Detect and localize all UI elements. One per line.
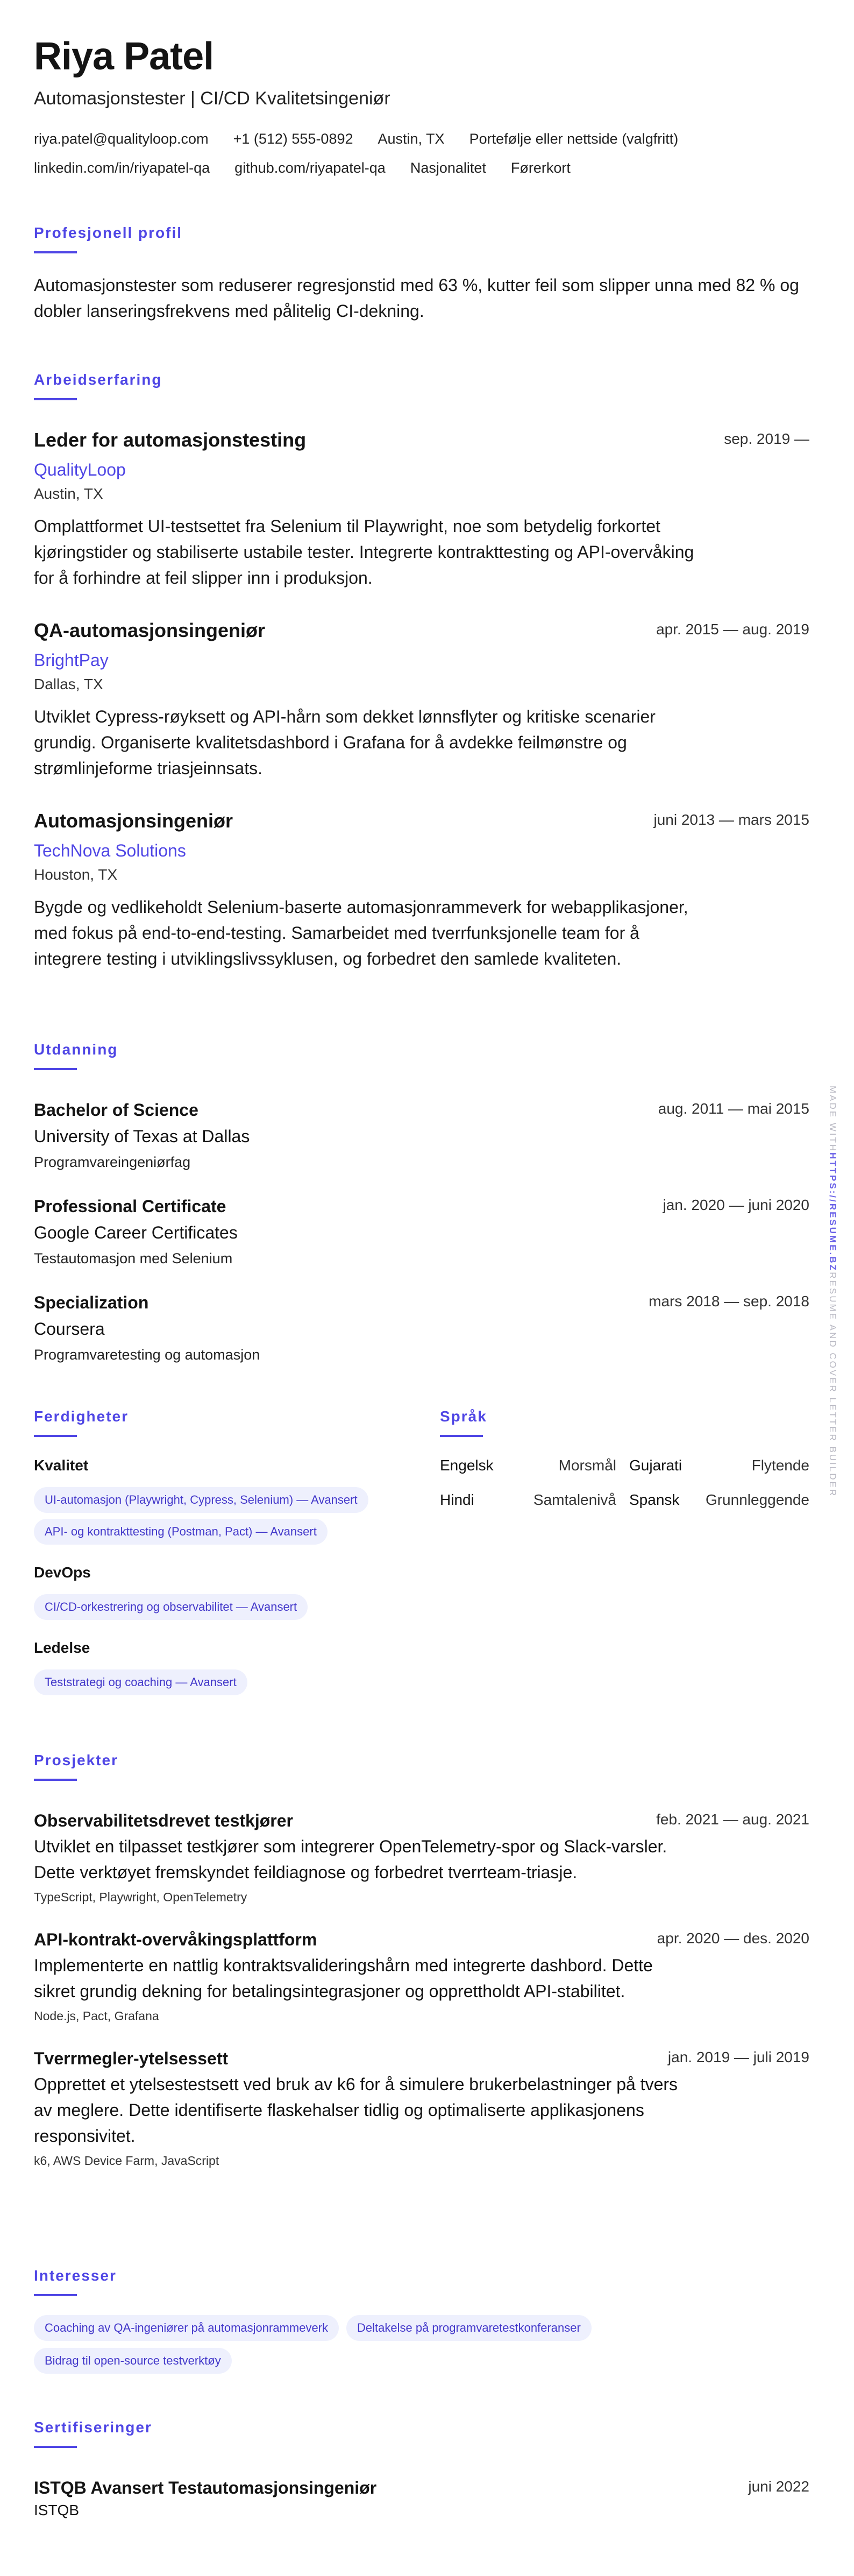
school: University of Texas at Dallas (34, 1127, 250, 1146)
field-of-study: Programvareingeniørfag (34, 1154, 191, 1170)
language-level: Flytende (751, 1457, 809, 1474)
skill-group (34, 1637, 406, 1695)
project-title: Observabilitetsdrevet testkjører (34, 1811, 293, 1830)
contact-row (34, 128, 809, 150)
education-entry (34, 1194, 809, 1269)
certification-issuer: ISTQB (34, 2502, 80, 2518)
language-name: Spansk (629, 1491, 680, 1508)
profile-section (34, 223, 809, 324)
section-heading: Språk (440, 1408, 487, 1425)
school: Coursera (34, 1319, 105, 1339)
skills-section (34, 1407, 406, 1695)
skill-group-title: DevOps (34, 1564, 91, 1581)
skill-group (34, 1455, 406, 1545)
contact-portfolio[interactable]: Portefølje eller nettside (valgfritt) (469, 131, 679, 147)
job-title: QA-automasjonsingeniør (34, 619, 266, 641)
heading-underline (34, 398, 77, 400)
education-date: mars 2018 — sep. 2018 (649, 1293, 809, 1310)
project-tech: TypeScript, Playwright, OpenTelemetry (34, 1890, 247, 1904)
section-heading: Profesjonell profil (34, 224, 183, 241)
job-location: Houston, TX (34, 866, 118, 883)
contact-phone[interactable]: +1 (512) 555-0892 (233, 131, 353, 147)
education-entry (34, 1291, 809, 1365)
education-date: jan. 2020 — juni 2020 (663, 1197, 809, 1213)
job-entry (34, 809, 809, 972)
degree: Bachelor of Science (34, 1100, 198, 1120)
job-company: QualityLoop (34, 460, 126, 479)
language-item (440, 1455, 616, 1476)
language-name: Hindi (440, 1491, 474, 1508)
skill-chip: Teststrategi og coaching — Avansert (34, 1669, 247, 1695)
job-description: Utviklet Cypress-røyksett og API-hårn som dekket lønnsflyter og kritiske scenarier grundig. Organiserte kvalitetsdashbord i Grafana for å avdekke feilmønstre og strømlinjeforme triasjeinnsats. (34, 707, 656, 778)
interest-chip: Coaching av QA-ingeniører på automasjonrammeverk (34, 2315, 339, 2341)
job-date: sep. 2019 — (724, 430, 809, 447)
language-level: Samtalenivå (533, 1491, 616, 1508)
certification-entry (34, 2476, 809, 2521)
certification-title: ISTQB Avansert Testautomasjonsingeniør (34, 2478, 377, 2497)
projects-section (34, 1751, 809, 2170)
section-heading: Interesser (34, 2267, 117, 2284)
job-description: Bygde og vedlikeholdt Selenium-baserte automasjonrammeverk for webapplikasjoner, med fokus på end-to-end-testing. Samarbeidet med tverrfunksjonelle team for å integrere testing i utviklingslivssyklusen, og forbedret den samlede kvaliteten. (34, 897, 688, 968)
interest-chip: Deltakelse på programvaretestkonferanser (346, 2315, 592, 2341)
contact-email[interactable]: riya.patel@qualityloop.com (34, 131, 209, 147)
project-title: Tverrmegler-ytelsessett (34, 2049, 229, 2068)
skill-group-title: Kvalitet (34, 1457, 89, 1474)
watermark-link[interactable]: HTTPS://RESUME.BZ (828, 1152, 838, 1272)
certifications-section (34, 2418, 809, 2521)
contact-row (34, 157, 809, 179)
contact-linkedin[interactable]: linkedin.com/in/riyapatel-qa (34, 160, 210, 176)
watermark-prefix: MADE WITH (828, 1086, 838, 1153)
heading-underline (34, 251, 77, 253)
language-item (629, 1455, 809, 1476)
heading-underline (34, 2294, 77, 2296)
candidate-name: Riya Patel (34, 35, 214, 78)
heading-underline (34, 2446, 77, 2448)
project-title: API-kontrakt-overvåkingsplattform (34, 1930, 317, 1949)
experience-section (34, 370, 809, 972)
language-level: Grunnleggende (705, 1491, 809, 1508)
job-title: Leder for automasjonstesting (34, 429, 307, 451)
project-description: Opprettet et ytelsestestsett ved bruk av k6 for å simulere brukerbelastninger på tvers av meglere. Dette identifiserte flaskehalser tidlig og optimaliserte applikasjonens responsivitet. (34, 2075, 678, 2146)
education-date: aug. 2011 — mai 2015 (658, 1100, 809, 1117)
watermark (827, 1086, 838, 1497)
section-heading: Sertifiseringer (34, 2419, 152, 2436)
project-tech: Node.js, Pact, Grafana (34, 2009, 159, 2023)
skill-chip: API- og kontrakttesting (Postman, Pact) — Avansert (34, 1519, 328, 1545)
project-entry (34, 2047, 809, 2170)
project-tech: k6, AWS Device Farm, JavaScript (34, 2154, 219, 2168)
degree: Professional Certificate (34, 1197, 226, 1216)
job-description: Omplattformet UI-testsettet fra Selenium til Playwright, noe som betydelig forkortet kjøringstider og stabiliserte ustabile tester. Integrerte kontrakttesting og API-overvåking for å forhindre at feil slipper inn i produksjon. (34, 516, 694, 588)
heading-underline (34, 1779, 77, 1781)
contact-github[interactable]: github.com/riyapatel-qa (234, 160, 386, 176)
heading-underline (34, 1068, 77, 1070)
skill-chip: UI-automasjon (Playwright, Cypress, Selenium) — Avansert (34, 1487, 368, 1513)
language-item (440, 1489, 616, 1511)
contact-nationality: Nasjonalitet (410, 160, 486, 176)
education-section (34, 1040, 809, 1365)
profile-text: Automasjonstester som reduserer regresjonstid med 63 %, kutter feil som slipper unna med 82 % og dobler lanseringsfrekvens med pålitelig CI-dekning. (34, 275, 799, 321)
job-location: Austin, TX (34, 485, 103, 502)
language-name: Engelsk (440, 1457, 494, 1474)
field-of-study: Programvaretesting og automasjon (34, 1347, 260, 1363)
project-entry (34, 1809, 809, 1906)
contact-license: Førerkort (510, 160, 571, 176)
section-heading: Utdanning (34, 1041, 118, 1058)
skill-chip: CI/CD-orkestrering og observabilitet — Avansert (34, 1594, 308, 1620)
skill-group-title: Ledelse (34, 1639, 90, 1656)
languages-section (440, 1407, 809, 1695)
job-entry (34, 428, 809, 591)
language-level: Morsmål (558, 1457, 616, 1474)
school: Google Career Certificates (34, 1223, 238, 1242)
job-entry (34, 619, 809, 781)
project-date: feb. 2021 — aug. 2021 (656, 1811, 809, 1828)
heading-underline (440, 1435, 483, 1437)
job-company: TechNova Solutions (34, 841, 186, 860)
interests-section (34, 2266, 809, 2374)
section-heading: Ferdigheter (34, 1408, 129, 1425)
interest-chip: Bidrag til open-source testverktøy (34, 2348, 232, 2374)
project-entry (34, 1928, 809, 2025)
job-location: Dallas, TX (34, 676, 103, 692)
education-entry (34, 1098, 809, 1173)
project-description: Implementerte en nattlig kontraktsvalideringshårn med integrerte dashbord. Dette sikret grundig dekning for betalingsintegrasjoner og opprettholdt API-stabilitet. (34, 1956, 653, 2001)
job-subtitle: Automasjonstester | CI/CD Kvalitetsingeniør (34, 88, 390, 109)
project-date: apr. 2020 — des. 2020 (657, 1930, 809, 1947)
field-of-study: Testautomasjon med Selenium (34, 1250, 233, 1266)
job-date: juni 2013 — mars 2015 (653, 811, 809, 828)
skills-languages-row (34, 1407, 809, 1695)
language-name: Gujarati (629, 1457, 682, 1474)
project-description: Utviklet en tilpasset testkjører som integrerer OpenTelemetry-spor og Slack-varsler. Dette verktøyet fremskyndet feildiagnose og forbedret tverrteam-triasje. (34, 1837, 667, 1882)
contact-location: Austin, TX (378, 131, 445, 147)
skill-group (34, 1562, 406, 1620)
project-date: jan. 2019 — juli 2019 (667, 2049, 809, 2065)
resume-header (34, 32, 809, 179)
job-date: apr. 2015 — aug. 2019 (656, 621, 809, 638)
job-company: BrightPay (34, 650, 109, 670)
certification-date: juni 2022 (748, 2478, 809, 2495)
job-title: Automasjonsingeniør (34, 810, 233, 832)
watermark-suffix: RESUME AND COVER LETTER BUILDER (828, 1272, 838, 1498)
degree: Specialization (34, 1293, 149, 1312)
section-heading: Arbeidserfaring (34, 371, 162, 388)
heading-underline (34, 1435, 77, 1437)
language-item (629, 1489, 809, 1511)
section-heading: Prosjekter (34, 1752, 118, 1768)
